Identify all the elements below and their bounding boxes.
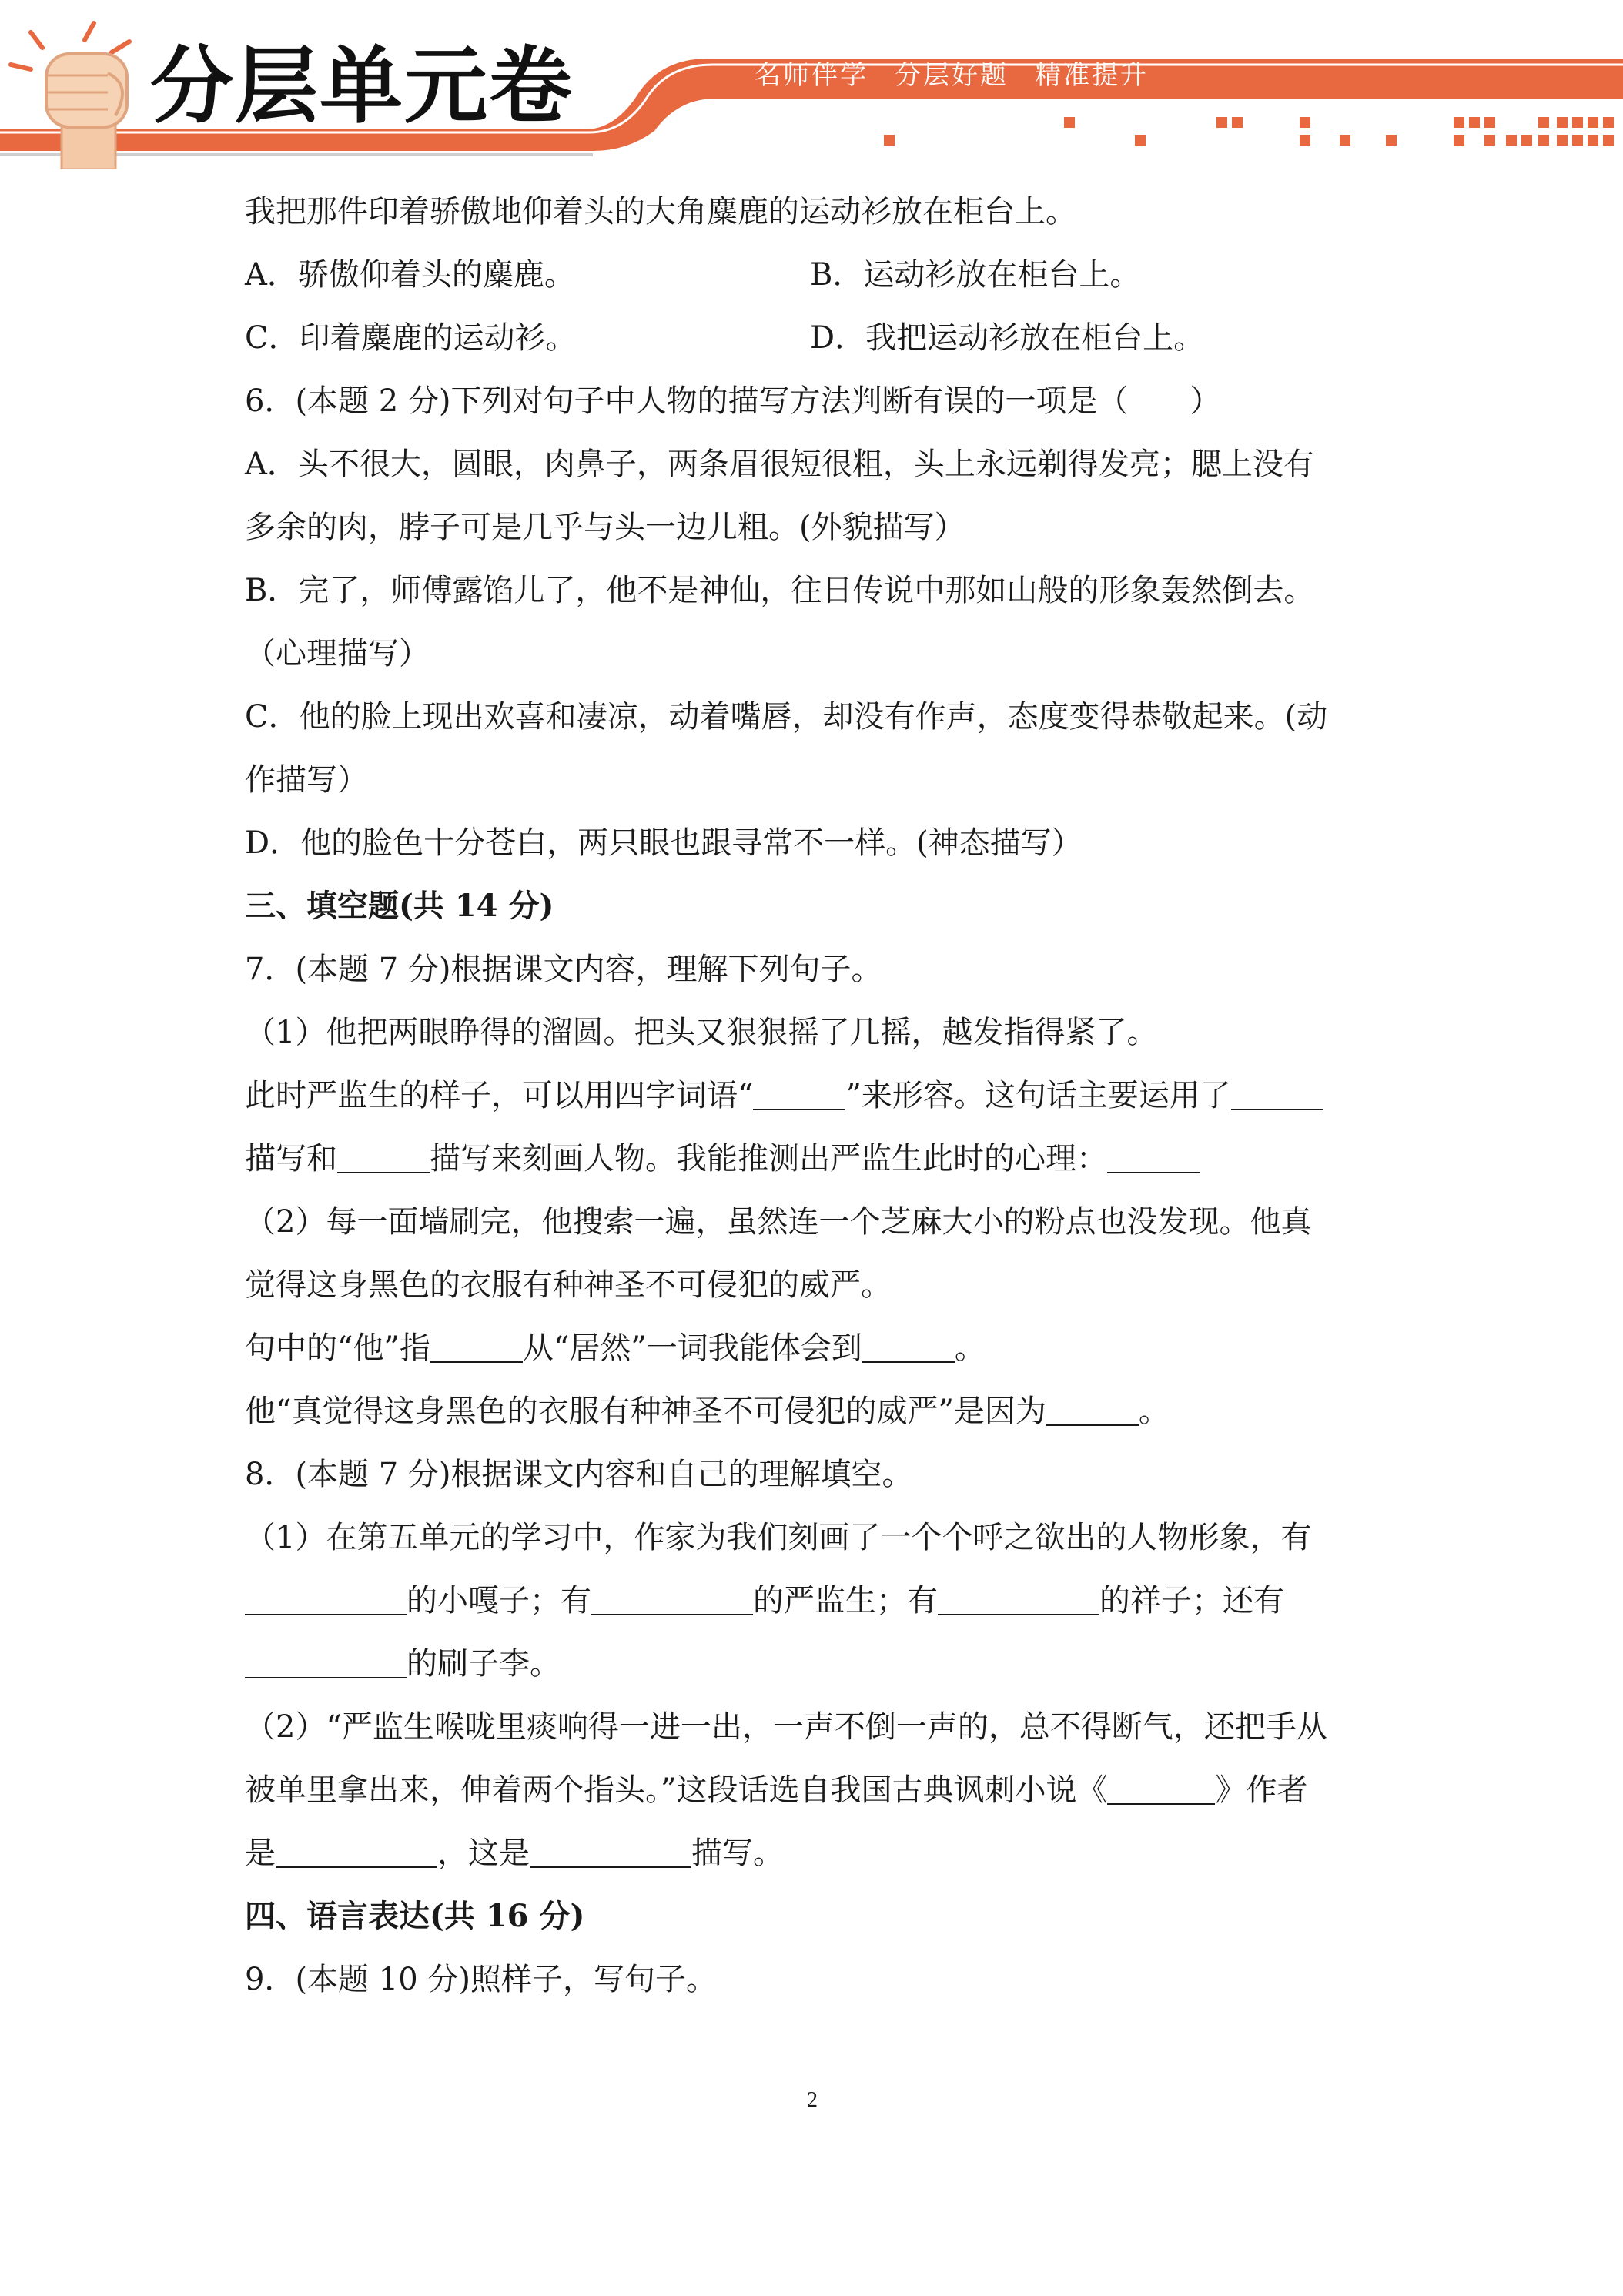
answer-blank[interactable] [753,1078,845,1110]
answer-blank[interactable] [862,1330,955,1363]
option-b: B．完了，师傅露馅儿了，他不是神仙，往日传说中那如山般的形象轰然倒去。 [245,573,1315,608]
text-segment: 的严监生；有 [753,1583,938,1618]
fill-blank-line [245,1325,986,1371]
text-segment: 此时严监生的样子，可以用四字词语“ [245,1078,754,1113]
sub-question-text: （1）在第五单元的学习中，作家为我们刻画了一个个呼之欲出的人物形象，有 [245,1520,1312,1555]
answer-blank[interactable] [337,1141,430,1173]
section-heading: 四、语言表达(共 16 分) [245,1898,585,1934]
option-b: B．运动衫放在柜台上。 [810,257,1141,293]
fill-blank-line [245,1578,1284,1624]
answer-blank[interactable] [245,1583,407,1615]
answer-blank[interactable] [1107,1772,1215,1805]
answer-blank[interactable] [1107,1141,1200,1173]
sub-question-text: 觉得这身黑色的衣服有种神圣不可侵犯的威严。 [245,1267,892,1303]
sub-question-text: （1）他把两眼睁得的溜圆。把头又狠狠摇了几摇，越发指得紧了。 [245,1015,1158,1050]
answer-blank[interactable] [938,1583,1099,1615]
option-c: C．印着麋鹿的运动衫。 [245,320,577,356]
text-segment: 。 [1138,1394,1170,1429]
option-c-cont: 作描写） [245,762,368,798]
text-segment: 被单里拿出来，伸着两个指头。”这段话选自我国古典讽刺小说《 [245,1772,1108,1808]
option-d: D．我把运动衫放在柜台上。 [810,320,1205,356]
page-header [0,0,1623,169]
option-a: A．骄傲仰着头的麋鹿。 [245,257,575,293]
answer-blank[interactable] [530,1836,691,1868]
fill-blank-line [245,1073,1323,1119]
option-d: D．他的脸色十分苍白，两只眼也跟寻常不一样。(神态描写） [245,825,1083,861]
text-segment: ，这是 [437,1836,530,1871]
text-segment: 描写。 [691,1836,784,1871]
answer-blank[interactable] [276,1836,437,1868]
text-segment: ”来形容。这句话主要运用了 [845,1078,1231,1113]
text-segment: 从“居然”一词我能体会到 [522,1330,862,1366]
question-8-stem: 8．(本题 7 分)根据课文内容和自己的理解填空。 [245,1457,913,1492]
section-heading: 三、填空题(共 14 分) [245,888,554,924]
sub-question-text: （2）“严监生喉咙里痰响得一进一出，一声不倒一声的，总不得断气，还把手从 [245,1709,1327,1745]
sub-question-text: （2）每一面墙刷完，他搜索一遍，虽然连一个芝麻大小的粉点也没发现。他真 [245,1204,1312,1240]
brand-title: 分层单元卷 [150,38,574,135]
answer-blank[interactable] [591,1583,753,1615]
tagline-item: 精准提升 [1035,60,1149,91]
answer-blank[interactable] [430,1330,523,1363]
tagline-item: 名师伴学 [755,60,868,91]
question-7-stem: 7．(本题 7 分)根据课文内容，理解下列句子。 [245,952,882,987]
text-segment: 的刷子李。 [407,1646,561,1682]
fill-blank-line [245,1830,784,1876]
text-segment: 。 [954,1330,986,1366]
answer-blank[interactable] [1046,1394,1139,1426]
text-segment: 是 [245,1836,276,1871]
tagline-item: 分层好题 [895,60,1009,91]
question-9-stem: 9．(本题 10 分)照样子，写句子。 [245,1962,717,1997]
option-b-cont: （心理描写） [245,636,430,671]
text-segment: 描写来刻画人物。我能推测出严监生此时的心理： [430,1141,1107,1176]
answer-blank[interactable] [1231,1078,1323,1110]
fill-blank-line [245,1388,1170,1434]
answer-blank[interactable] [245,1646,407,1678]
decorative-dots [884,117,1614,146]
page-number: 2 [807,2088,818,2112]
text-segment: 他“真觉得这身黑色的衣服有种神圣不可侵犯的威严”是因为 [245,1394,1046,1429]
fill-blank-line [245,1641,561,1687]
option-a: A．头不很大，圆眼，肉鼻子，两条眉很短很粗，头上永远剃得发亮；腮上没有 [245,447,1314,482]
question-text: 我把那件印着骄傲地仰着头的大角麋鹿的运动衫放在柜台上。 [245,194,1076,229]
text-segment: 的小嘎子；有 [407,1583,591,1618]
question-6-stem: 6．(本题 2 分)下列对句子中人物的描写方法判断有误的一项是（ ） [245,383,1221,419]
option-c: C．他的脸上现出欢喜和凄凉，动着嘴唇，却没有作声，态度变得恭敬起来。(动 [245,699,1328,735]
option-a-cont: 多余的肉，脖子可是几乎与头一边儿粗。(外貌描写） [245,510,965,545]
text-segment: 》作者 [1215,1772,1308,1808]
fill-blank-line [245,1767,1307,1813]
fill-blank-line [245,1136,1200,1182]
text-segment: 句中的“他”指 [245,1330,430,1366]
header-tagline [755,57,1175,94]
text-segment: 描写和 [245,1141,337,1176]
text-segment: 的祥子；还有 [1099,1583,1284,1618]
